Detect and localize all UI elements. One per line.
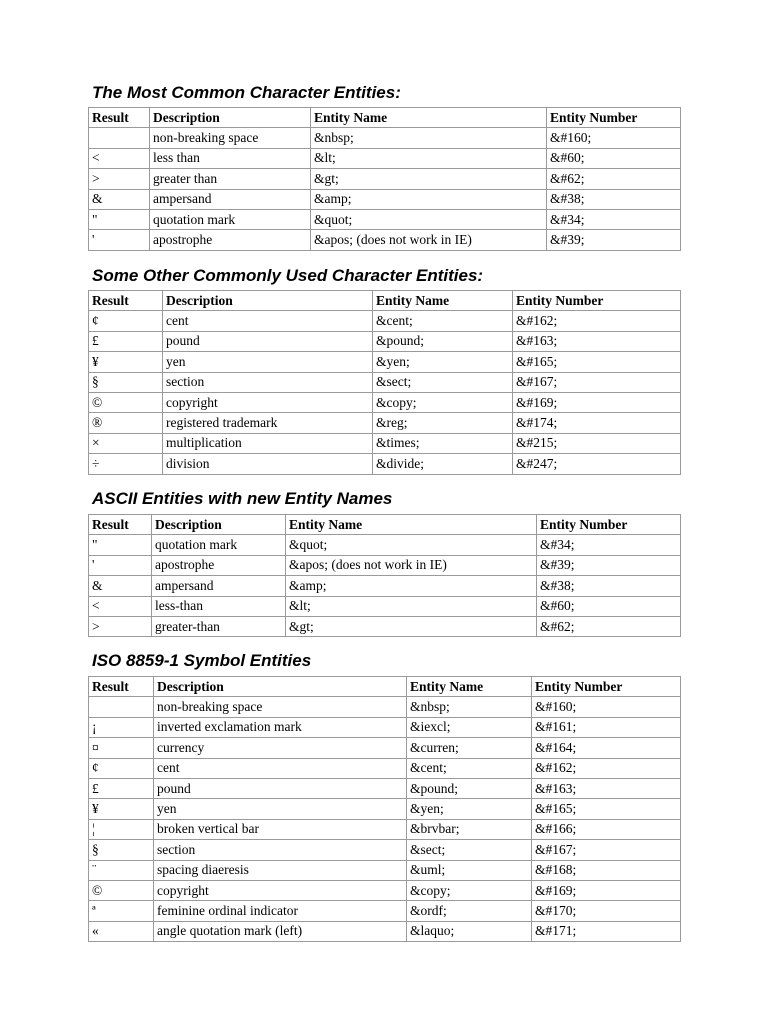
table-common-entities: [88, 107, 681, 251]
entity-number-cell: &#174;: [513, 413, 681, 433]
description-cell: non-breaking space: [154, 697, 407, 717]
result-cell: ©: [89, 880, 154, 900]
table-ascii-entities: [88, 514, 681, 637]
result-cell: ×: [89, 433, 163, 453]
entity-name-cell: &yen;: [407, 799, 532, 819]
entity-number-cell: &#247;: [513, 454, 681, 474]
result-cell: £: [89, 778, 154, 798]
table-row: [89, 778, 681, 798]
table-row: [89, 433, 681, 453]
entity-name-cell: &amp;: [286, 576, 537, 596]
result-cell: £: [89, 331, 163, 351]
column-header: Entity Name: [311, 108, 547, 128]
entity-number-cell: &#167;: [532, 840, 681, 860]
description-cell: yen: [154, 799, 407, 819]
entity-name-cell: &sect;: [373, 372, 513, 392]
description-cell: multiplication: [163, 433, 373, 453]
description-cell: ampersand: [150, 189, 311, 209]
entity-name-cell: &sect;: [407, 840, 532, 860]
description-cell: registered trademark: [163, 413, 373, 433]
table-header-row: [89, 515, 681, 535]
description-cell: ampersand: [152, 576, 286, 596]
entity-name-cell: &nbsp;: [407, 697, 532, 717]
table-row: [89, 758, 681, 778]
description-cell: apostrophe: [150, 230, 311, 250]
table-row: [89, 576, 681, 596]
description-cell: spacing diaeresis: [154, 860, 407, 880]
result-cell: «: [89, 921, 154, 941]
result-cell: ¢: [89, 311, 163, 331]
column-header: Description: [152, 515, 286, 535]
table-row: [89, 880, 681, 900]
section-title-common: The Most Common Character Entities:: [92, 83, 401, 102]
entity-number-cell: &#62;: [547, 169, 681, 189]
table-row: [89, 413, 681, 433]
result-cell: ª: [89, 901, 154, 921]
entity-number-cell: &#160;: [547, 128, 681, 148]
result-cell: ¨: [89, 860, 154, 880]
result-cell: [89, 697, 154, 717]
description-cell: quotation mark: [150, 209, 311, 229]
description-cell: broken vertical bar: [154, 819, 407, 839]
result-cell: &: [89, 576, 152, 596]
entity-name-cell: &pound;: [407, 778, 532, 798]
entity-number-cell: &#165;: [532, 799, 681, 819]
table-row: [89, 860, 681, 880]
result-cell: >: [89, 169, 150, 189]
result-cell: ©: [89, 392, 163, 412]
result-cell: ": [89, 535, 152, 555]
description-cell: feminine ordinal indicator: [154, 901, 407, 921]
column-header: Result: [89, 515, 152, 535]
entity-number-cell: &#168;: [532, 860, 681, 880]
description-cell: copyright: [163, 392, 373, 412]
entity-name-cell: &copy;: [407, 880, 532, 900]
entity-number-cell: &#38;: [537, 576, 681, 596]
section-title-iso: ISO 8859-1 Symbol Entities: [92, 651, 312, 670]
column-header: Result: [89, 677, 154, 697]
table-row: [89, 535, 681, 555]
table-row: [89, 311, 681, 331]
column-header: Entity Name: [286, 515, 537, 535]
entity-name-cell: &apos; (does not work in IE): [311, 230, 547, 250]
section-title-ascii: ASCII Entities with new Entity Names: [92, 489, 393, 508]
description-cell: less-than: [152, 596, 286, 616]
column-header: Entity Name: [407, 677, 532, 697]
result-cell: ®: [89, 413, 163, 433]
entity-number-cell: &#166;: [532, 819, 681, 839]
description-cell: copyright: [154, 880, 407, 900]
table-row: [89, 738, 681, 758]
description-cell: cent: [163, 311, 373, 331]
table-header-row: [89, 677, 681, 697]
table-row: [89, 921, 681, 941]
result-cell: ': [89, 230, 150, 250]
table-row: [89, 392, 681, 412]
description-cell: yen: [163, 352, 373, 372]
entity-name-cell: &brvbar;: [407, 819, 532, 839]
entity-name-cell: &copy;: [373, 392, 513, 412]
entity-name-cell: &nbsp;: [311, 128, 547, 148]
entity-number-cell: &#62;: [537, 616, 681, 636]
entity-number-cell: &#39;: [547, 230, 681, 250]
entity-name-cell: &times;: [373, 433, 513, 453]
result-cell: &: [89, 189, 150, 209]
column-header: Entity Number: [547, 108, 681, 128]
entity-number-cell: &#60;: [547, 148, 681, 168]
table-row: [89, 819, 681, 839]
column-header: Description: [154, 677, 407, 697]
result-cell: >: [89, 616, 152, 636]
column-header: Description: [163, 291, 373, 311]
entity-number-cell: &#171;: [532, 921, 681, 941]
description-cell: currency: [154, 738, 407, 758]
entity-name-cell: &lt;: [311, 148, 547, 168]
entity-name-cell: &cent;: [407, 758, 532, 778]
entity-number-cell: &#60;: [537, 596, 681, 616]
table-row: [89, 209, 681, 229]
entity-name-cell: &divide;: [373, 454, 513, 474]
result-cell: [89, 128, 150, 148]
result-cell: ¢: [89, 758, 154, 778]
table-row: [89, 555, 681, 575]
table-row: [89, 840, 681, 860]
result-cell: §: [89, 372, 163, 392]
description-cell: cent: [154, 758, 407, 778]
entity-name-cell: &quot;: [286, 535, 537, 555]
table-row: [89, 128, 681, 148]
result-cell: ¤: [89, 738, 154, 758]
entity-name-cell: &ordf;: [407, 901, 532, 921]
table-row: [89, 799, 681, 819]
description-cell: section: [154, 840, 407, 860]
description-cell: section: [163, 372, 373, 392]
result-cell: <: [89, 596, 152, 616]
entity-number-cell: &#162;: [513, 311, 681, 331]
entity-number-cell: &#165;: [513, 352, 681, 372]
entity-number-cell: &#164;: [532, 738, 681, 758]
column-header: Entity Name: [373, 291, 513, 311]
section-title-other: Some Other Commonly Used Character Entities:: [92, 266, 484, 285]
table-row: [89, 148, 681, 168]
description-cell: non-breaking space: [150, 128, 311, 148]
result-cell: ': [89, 555, 152, 575]
entity-number-cell: &#34;: [537, 535, 681, 555]
entity-number-cell: &#161;: [532, 717, 681, 737]
entity-number-cell: &#38;: [547, 189, 681, 209]
table-row: [89, 169, 681, 189]
entity-number-cell: &#169;: [532, 880, 681, 900]
entity-number-cell: &#162;: [532, 758, 681, 778]
description-cell: less than: [150, 148, 311, 168]
entity-name-cell: &reg;: [373, 413, 513, 433]
column-header: Entity Number: [532, 677, 681, 697]
column-header: Entity Number: [537, 515, 681, 535]
entity-number-cell: &#39;: [537, 555, 681, 575]
result-cell: ¡: [89, 717, 154, 737]
entity-name-cell: &quot;: [311, 209, 547, 229]
table-row: [89, 596, 681, 616]
entity-name-cell: &laquo;: [407, 921, 532, 941]
result-cell: ": [89, 209, 150, 229]
table-header-row: [89, 291, 681, 311]
entity-number-cell: &#163;: [532, 778, 681, 798]
description-cell: apostrophe: [152, 555, 286, 575]
table-row: [89, 616, 681, 636]
table-other-entities: [88, 290, 681, 475]
column-header: Description: [150, 108, 311, 128]
entity-number-cell: &#34;: [547, 209, 681, 229]
description-cell: angle quotation mark (left): [154, 921, 407, 941]
table-row: [89, 189, 681, 209]
result-cell: ¥: [89, 352, 163, 372]
entity-name-cell: &gt;: [311, 169, 547, 189]
result-cell: <: [89, 148, 150, 168]
entity-name-cell: &curren;: [407, 738, 532, 758]
column-header: Entity Number: [513, 291, 681, 311]
description-cell: pound: [163, 331, 373, 351]
result-cell: §: [89, 840, 154, 860]
column-header: Result: [89, 108, 150, 128]
table-row: [89, 454, 681, 474]
description-cell: greater-than: [152, 616, 286, 636]
table-row: [89, 717, 681, 737]
entity-number-cell: &#163;: [513, 331, 681, 351]
entity-name-cell: &yen;: [373, 352, 513, 372]
table-row: [89, 901, 681, 921]
table-row: [89, 331, 681, 351]
entity-name-cell: &lt;: [286, 596, 537, 616]
table-row: [89, 372, 681, 392]
entity-number-cell: &#170;: [532, 901, 681, 921]
entity-name-cell: &amp;: [311, 189, 547, 209]
entity-name-cell: &apos; (does not work in IE): [286, 555, 537, 575]
entity-number-cell: &#167;: [513, 372, 681, 392]
entity-number-cell: &#215;: [513, 433, 681, 453]
table-row: [89, 230, 681, 250]
result-cell: ¥: [89, 799, 154, 819]
entity-number-cell: &#169;: [513, 392, 681, 412]
result-cell: ¦: [89, 819, 154, 839]
table-header-row: [89, 108, 681, 128]
table-row: [89, 697, 681, 717]
description-cell: inverted exclamation mark: [154, 717, 407, 737]
description-cell: quotation mark: [152, 535, 286, 555]
entity-number-cell: &#160;: [532, 697, 681, 717]
entity-name-cell: &pound;: [373, 331, 513, 351]
description-cell: division: [163, 454, 373, 474]
column-header: Result: [89, 291, 163, 311]
entity-name-cell: &iexcl;: [407, 717, 532, 737]
entity-name-cell: &cent;: [373, 311, 513, 331]
entity-name-cell: &uml;: [407, 860, 532, 880]
result-cell: ÷: [89, 454, 163, 474]
table-row: [89, 352, 681, 372]
description-cell: pound: [154, 778, 407, 798]
table-iso-symbol-entities: [88, 676, 681, 942]
description-cell: greater than: [150, 169, 311, 189]
entity-name-cell: &gt;: [286, 616, 537, 636]
